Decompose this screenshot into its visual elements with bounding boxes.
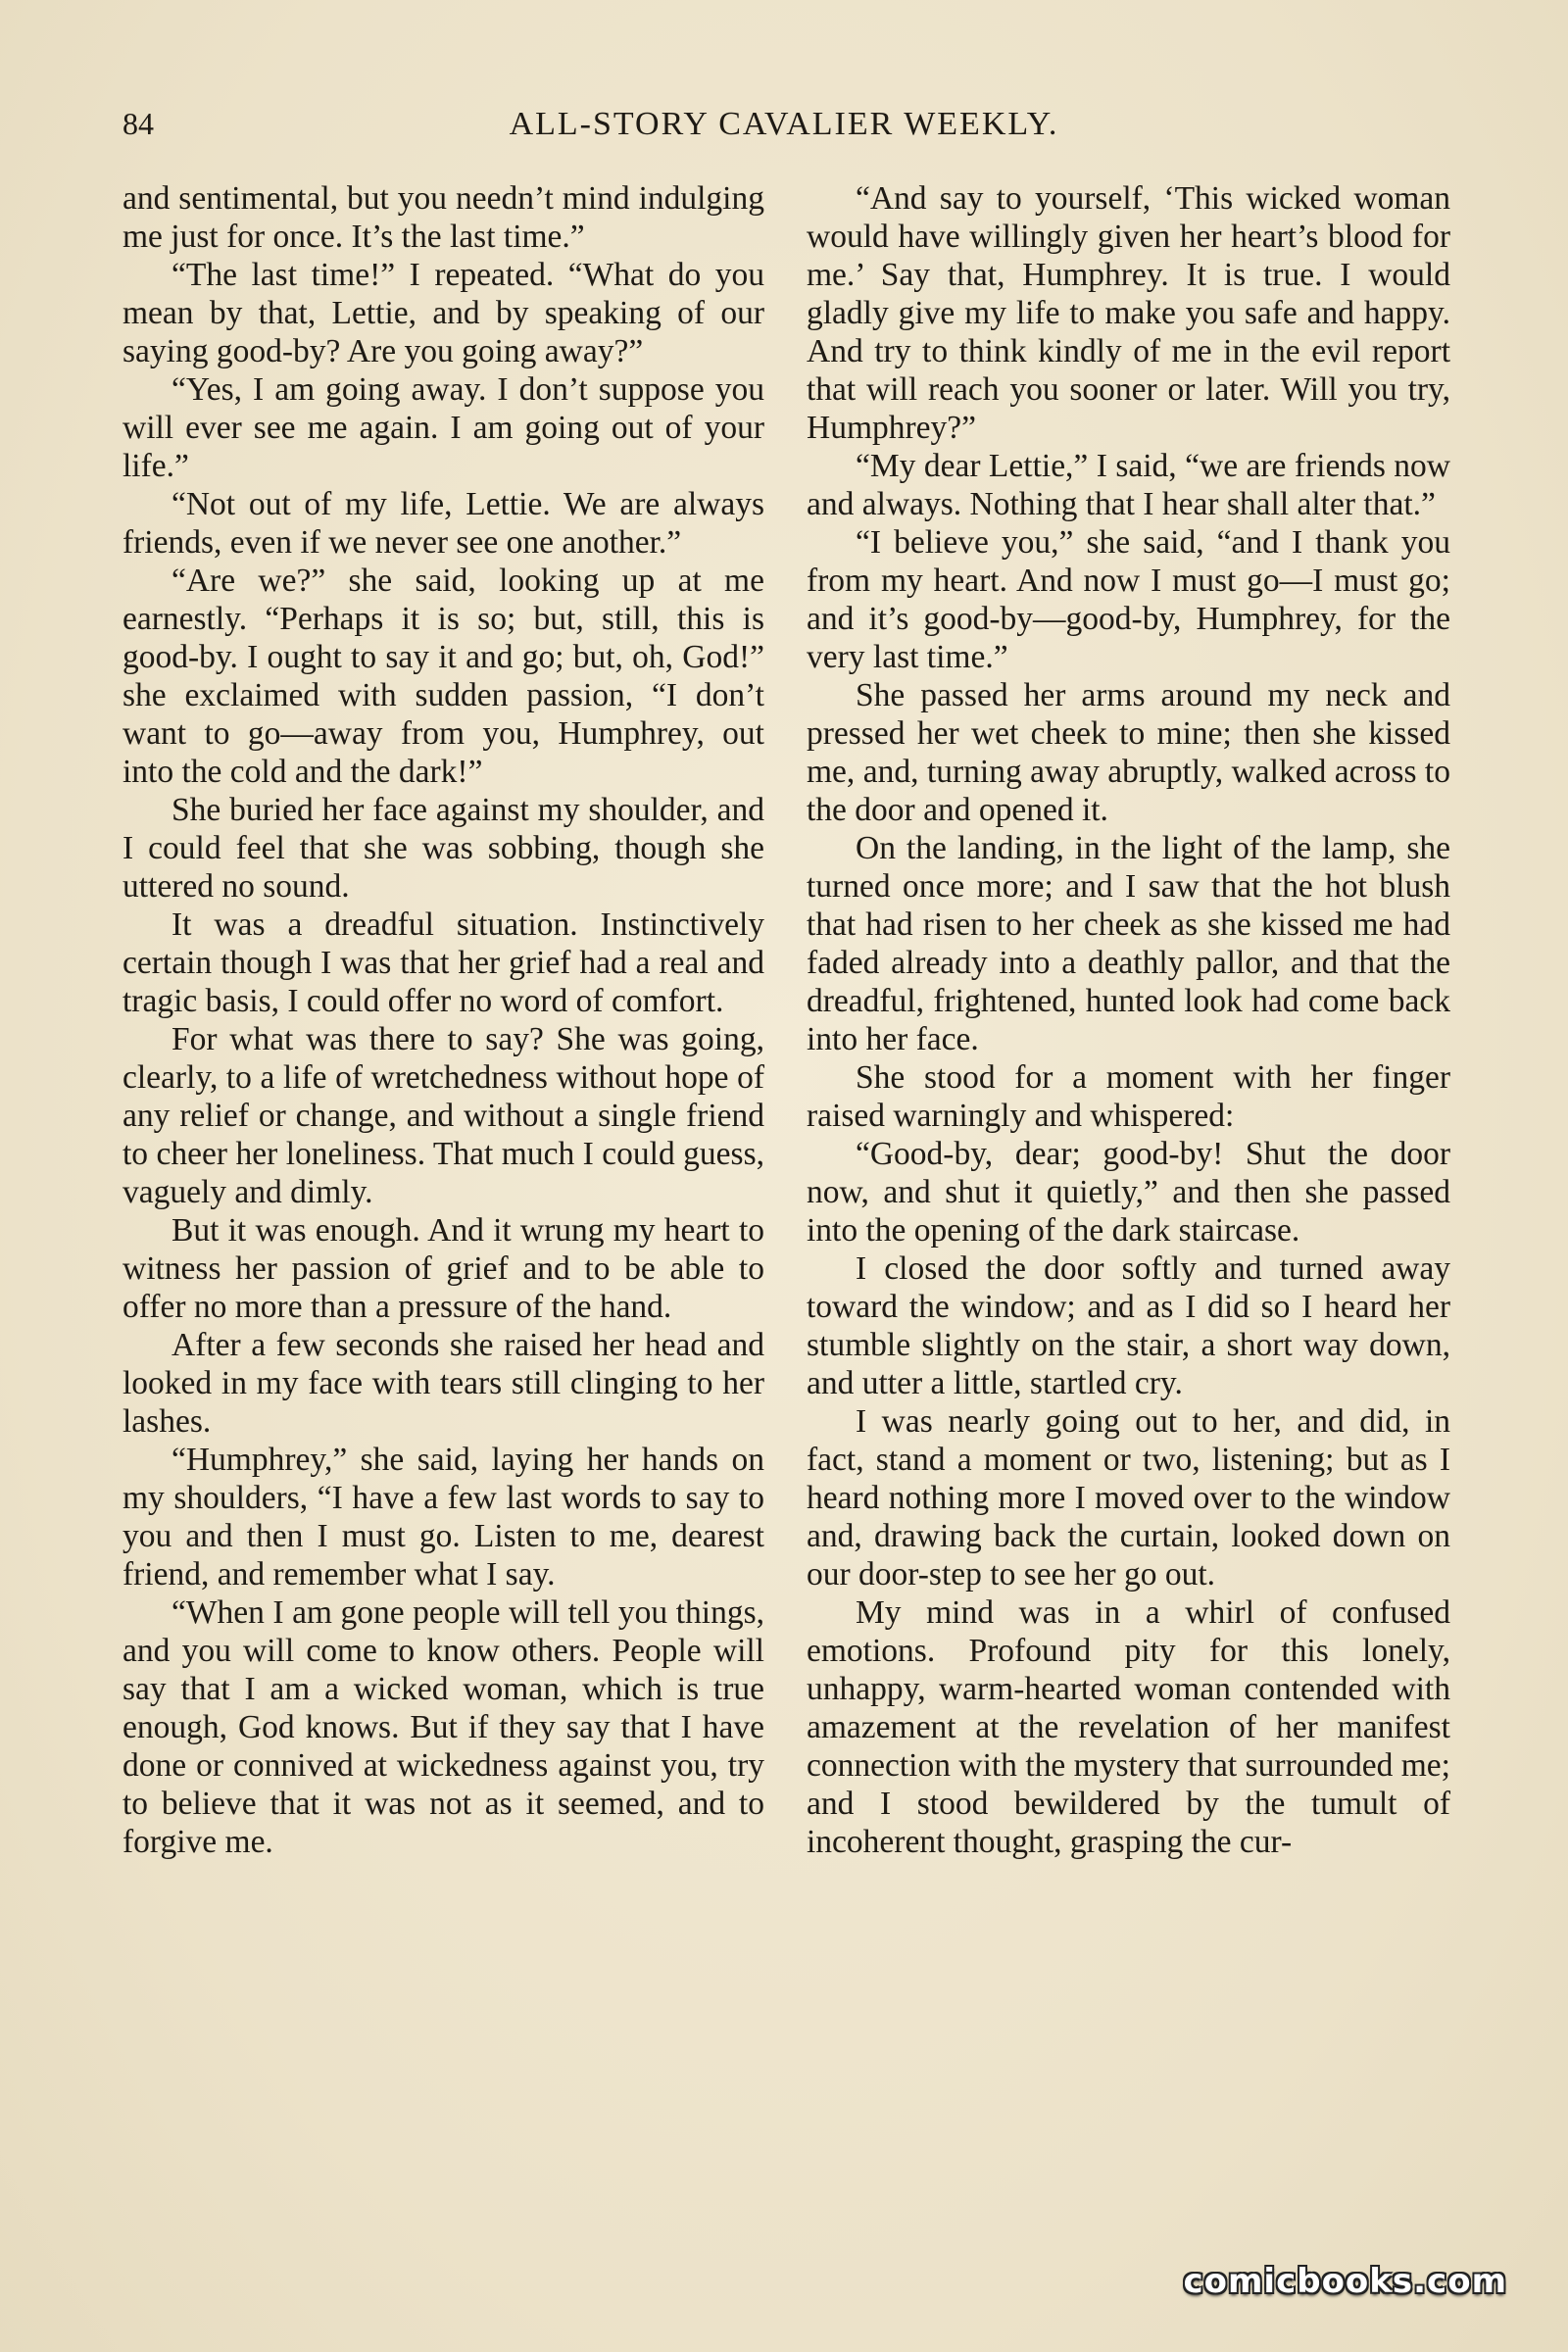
paragraph: “Humphrey,” she said, laying her hands on my shoulders, “I have a few last words to say to you and then I must go. Listen to me, dearest friend, and remember what I say. xyxy=(122,1442,764,1592)
paragraph: “Good-by, dear; good-by! Shut the door now, and shut it quietly,” and then she passed into the opening of the dark staircase. xyxy=(807,1136,1450,1249)
paragraph: “Yes, I am going away. I don’t suppose you will ever see me again. I am going out of your life.” xyxy=(122,371,764,484)
paragraph: “And say to yourself, ‘This wicked woman would have willingly given her heart’s blood for me.’ Say that, Humphrey. It is true. I would gladly give my life to make you safe and happy. And try to think kindly of me in the evil report that will reach you sooner or later. Will you try, Humphrey?” xyxy=(807,180,1450,446)
running-title: ALL-STORY CAVALIER WEEKLY. xyxy=(509,106,1059,142)
paragraph: For what was there to say? She was going, clearly, to a life of wretchedness without hope of any relief or change, and without a single friend to cheer her loneliness. That much I could guess, vaguely and dimly. xyxy=(122,1021,764,1210)
paragraph: “Are we?” she said, looking up at me earnestly. “Perhaps it is so; but, still, this is good-by. I ought to say it and go; but, oh, God!” she exclaimed with sudden passion, “I don’t want to go—away from you, Humphrey, out into the cold and the dark!” xyxy=(122,563,764,790)
left-text-column xyxy=(122,179,764,1861)
paragraph: After a few seconds she raised her head and looked in my face with tears still clinging to her lashes. xyxy=(122,1327,764,1440)
paragraph: and sentimental, but you needn’t mind indulging me just for once. It’s the last time.” xyxy=(122,180,764,255)
paragraph: She stood for a moment with her finger raised warningly and whispered: xyxy=(807,1059,1450,1134)
paragraph: My mind was in a whirl of confused emotions. Profound pity for this lonely, unhappy, warm-hearted woman contended with amazement at the revelation of her manifest connection with the mystery that surrounded me; and I stood bewildered by the tumult of incoherent thought, grasping the cur- xyxy=(807,1594,1450,1860)
page-number: 84 xyxy=(122,106,154,141)
watermark-logo: comicbooks.com xyxy=(1183,2262,1507,2301)
paragraph: It was a dreadful situation. Instinctively certain though I was that her grief had a real and tragic basis, I could offer no word of comfort. xyxy=(122,906,764,1019)
paragraph: She passed her arms around my neck and pressed her wet cheek to mine; then she kissed me, and, turning away abruptly, walked across to the door and opened it. xyxy=(807,677,1450,828)
paragraph: “I believe you,” she said, “and I thank you from my heart. And now I must go—I must go; and it’s good-by—good-by, Humphrey, for the very last time.” xyxy=(807,524,1450,675)
paragraph: But it was enough. And it wrung my heart to witness her passion of grief and to be able to offer no more than a pressure of the hand. xyxy=(122,1212,764,1325)
paragraph: She buried her face against my shoulder, and I could feel that she was sobbing, though she uttered no sound. xyxy=(122,792,764,905)
paragraph: “My dear Lettie,” I said, “we are friends now and always. Nothing that I hear shall alter that.” xyxy=(807,448,1450,522)
paragraph: I was nearly going out to her, and did, in fact, stand a moment or two, listening; but as I heard nothing more I moved over to the window and, drawing back the curtain, looked down on our door-step to see her go out. xyxy=(807,1403,1450,1592)
paragraph: “Not out of my life, Lettie. We are always friends, even if we never see one another.” xyxy=(122,486,764,561)
paragraph: I closed the door softly and turned away toward the window; and as I did so I heard her stumble slightly on the stair, a short way down, and utter a little, startled cry. xyxy=(807,1250,1450,1401)
paragraph: “The last time!” I repeated. “What do you mean by that, Lettie, and by speaking of our saying good-by? Are you going away?” xyxy=(122,257,764,369)
paragraph: On the landing, in the light of the lamp, she turned once more; and I saw that the hot blush that had risen to her cheek as she kissed me had faded already into a deathly pallor, and that the dreadful, frightened, hunted look had come back into her face. xyxy=(807,830,1450,1057)
paragraph: “When I am gone people will tell you things, and you will come to know others. People will say that I am a wicked woman, which is true enough, God knows. But if they say that I have done or connived at wickedness against you, try to believe that it was not as it seemed, and to forgive me. xyxy=(122,1594,764,1860)
right-text-column xyxy=(807,179,1450,1861)
page-header xyxy=(122,106,1446,155)
